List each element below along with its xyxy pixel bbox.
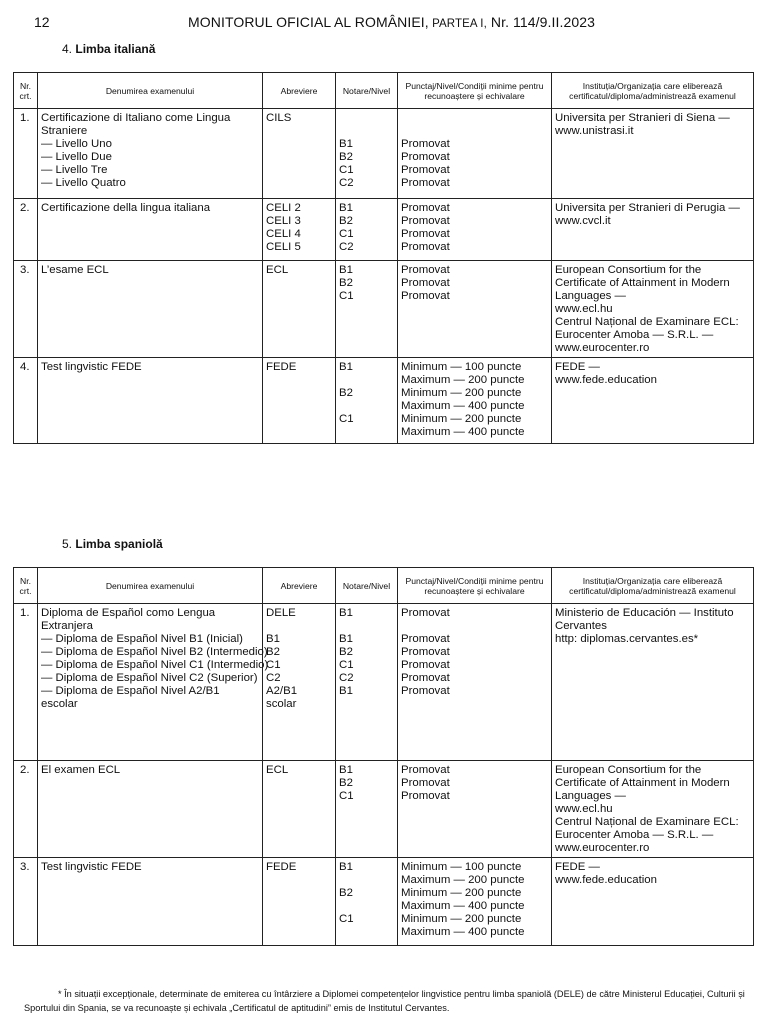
cell-line: escolar [41,698,78,710]
cell-line: C1 [339,913,354,925]
cell-issuer [552,109,754,199]
cell-line [401,620,548,633]
cell-abbr [263,858,336,946]
cell-line: ECL [266,764,289,776]
cell-line: Universita per Stranieri di Perugia — [555,202,740,214]
cell-line [339,620,394,633]
column-header-issuer: Instituția/Organizația care eliberează certificatul/diploma/administrează examenul [552,568,754,604]
cell-line: B1 [339,202,353,214]
cell-line: B1 [339,861,353,873]
exam-table-spanish [13,567,754,946]
cell-line: B1 [339,138,353,150]
cell-line: — Diploma de Español Nivel B2 (Intermedio) [41,646,268,658]
cell-line: B1 [266,633,280,645]
cell-level [336,761,398,858]
cell-line: C2 [266,672,281,684]
cell-line: C1 [339,164,354,176]
cell-line: Ministerio de Educación — Instituto [555,607,734,619]
page-number: 12 [34,14,50,30]
section-name: Limba italiană [75,42,156,56]
cell-level [336,604,398,761]
cell-issuer [552,199,754,261]
table-row [14,358,754,444]
cell-line: Promovat [401,215,450,227]
cell-line: — Diploma de Español Nivel B1 (Inicial) [41,633,243,645]
cell-abbr [263,761,336,858]
column-header-nr: Nr. crt. [14,568,38,604]
cell-line: FEDE — [555,361,600,373]
cell-line: www.unistrasi.it [555,125,634,137]
cell-line: C1 [339,790,354,802]
cell-score [398,109,552,199]
cell-line: scolar [266,698,297,710]
cell-line: — Livello Tre [41,164,108,176]
cell-line: C1 [339,228,354,240]
cell-name [38,199,263,261]
cell-line: B1 [339,633,353,645]
cell-line: Certificazione di Italiano come Lingua [41,112,231,124]
cell-line: B2 [339,646,353,658]
cell-line: Promovat [401,277,450,289]
cell-line: Promovat [401,790,450,802]
column-header-abbr: Abreviere [263,568,336,604]
cell-issuer [552,761,754,858]
cell-line: — Diploma de Español Nivel C1 (Intermedio) [41,659,269,671]
cell-line: CELI 2 [266,202,301,214]
cell-line: — Livello Due [41,151,112,163]
cell-line: Minimum — 100 puncte [401,861,522,873]
cell-abbr [263,604,336,761]
cell-line: Cervantes [555,620,607,632]
cell-line [339,112,394,125]
cell-line: B2 [339,777,353,789]
table-header-row [14,73,754,109]
cell-level [336,858,398,946]
cell-line: Languages — [555,290,626,302]
cell-name [38,109,263,199]
cell-line: www.eurocenter.ro [555,342,650,354]
cell-line: A2/B1 [266,685,298,697]
cell-line [339,374,394,387]
section-title-spanish [62,537,163,551]
page-header [0,12,766,32]
cell-line: Promovat [401,151,450,163]
cell-line: C1 [339,413,354,425]
table-header-row [14,568,754,604]
cell-line: B1 [339,607,353,619]
cell-name [38,761,263,858]
cell-line: www.eurocenter.ro [555,842,650,854]
cell-line [339,926,394,939]
cell-line: Certificate of Attainment in Modern [555,277,730,289]
cell-line: — Diploma de Español Nivel A2/B1 [41,685,220,697]
cell-nr: 1. [14,109,38,199]
cell-line: European Consortium for the [555,764,702,776]
cell-line: Minimum — 200 puncte [401,387,522,399]
cell-line: Promovat [401,777,450,789]
cell-issuer [552,261,754,358]
cell-line: FEDE [266,861,297,873]
cell-line [266,620,332,633]
cell-line: C1 [339,659,354,671]
table-row [14,261,754,358]
cell-line: DELE [266,607,296,619]
cell-line: El examen ECL [41,764,121,776]
cell-line: www.fede.education [555,874,657,886]
cell-line: Promovat [401,177,450,189]
cell-line: Promovat [401,264,450,276]
cell-line: B2 [339,387,353,399]
cell-issuer [552,604,754,761]
gazette-title [188,14,595,30]
cell-line: CILS [266,112,292,124]
cell-line: Promovat [401,164,450,176]
cell-line [339,125,394,138]
table-row [14,761,754,858]
cell-line: FEDE [266,361,297,373]
column-header-score: Punctaj/Nivel/Condiții minime pentru recunoaștere și echivalare [398,73,552,109]
footnote: * În situații excepționale, determinate de emiterea cu întârziere a Diplomei competențelor lingvistice pentru limba spaniolă (DELE) de către Ministerul Educației, Culturii și Sportului din Spania, se va recunoaște și echivala „Certificatul de aptitudini” emis de Institutul Cervantes. [24,989,745,1013]
cell-line: B2 [339,887,353,899]
cell-line: Promovat [401,633,450,645]
cell-line [401,112,548,125]
cell-level [336,358,398,444]
cell-line: http: diplomas.cervantes.es* [555,633,699,645]
cell-abbr [263,358,336,444]
cell-score [398,358,552,444]
column-header-nr: Nr. crt. [14,73,38,109]
cell-line: C2 [339,241,354,253]
cell-line: Promovat [401,646,450,658]
column-header-level: Notare/Nivel [336,73,398,109]
cell-nr: 4. [14,358,38,444]
cell-line: Promovat [401,659,450,671]
exam-table-italian [13,72,754,444]
table-row [14,199,754,261]
cell-line: L’esame ECL [41,264,109,276]
cell-line: B2 [339,151,353,163]
cell-line: Maximum — 400 puncte [401,426,525,438]
cell-line: Certificazione della lingua italiana [41,202,211,214]
cell-abbr [263,109,336,199]
cell-abbr [263,199,336,261]
cell-line: B1 [339,264,353,276]
cell-line [401,125,548,138]
cell-line: CELI 4 [266,228,301,240]
cell-line: Promovat [401,685,450,697]
cell-level [336,199,398,261]
cell-line: ECL [266,264,289,276]
cell-line: Test lingvistic FEDE [41,361,142,373]
cell-line: — Diploma de Español Nivel C2 (Superior) [41,672,258,684]
cell-line: Straniere [41,125,88,137]
cell-score [398,261,552,358]
cell-line: Maximum — 400 puncte [401,926,525,938]
gazette-title-main: MONITORUL OFICIAL AL ROMÂNIEI, [188,14,429,30]
cell-line: Minimum — 200 puncte [401,887,522,899]
cell-line: Maximum — 400 puncte [401,400,525,412]
column-header-score: Punctaj/Nivel/Condiții minime pentru recunoaștere și echivalare [398,568,552,604]
cell-line: B2 [339,277,353,289]
cell-line: Minimum — 100 puncte [401,361,522,373]
cell-issuer [552,358,754,444]
cell-line: Certificate of Attainment in Modern [555,777,730,789]
cell-name [38,261,263,358]
cell-line: Promovat [401,764,450,776]
section-title-italian [62,42,155,56]
table-row [14,858,754,946]
cell-nr: 2. [14,199,38,261]
cell-name [38,358,263,444]
cell-score [398,858,552,946]
cell-line [339,900,394,913]
cell-score [398,761,552,858]
cell-line: Promovat [401,290,450,302]
cell-level [336,261,398,358]
section-number: 4. [62,42,73,56]
cell-nr: 3. [14,261,38,358]
cell-line: — Livello Uno [41,138,112,150]
cell-line: Promovat [401,607,450,619]
cell-nr: 2. [14,761,38,858]
column-header-name: Denumirea examenului [38,568,263,604]
cell-line: FEDE — [555,861,600,873]
cell-line: Maximum — 200 puncte [401,374,525,386]
cell-line: CELI 5 [266,241,301,253]
cell-nr: 3. [14,858,38,946]
cell-line: www.cvcl.it [555,215,611,227]
cell-line: B1 [339,361,353,373]
cell-line: Minimum — 200 puncte [401,913,522,925]
section-name: Limba spaniolă [75,537,163,551]
cell-line: Minimum — 200 puncte [401,413,522,425]
cell-line: Eurocenter Amoba — S.R.L. — [555,829,714,841]
cell-line: Diploma de Español como Lengua [41,607,216,619]
cell-line: Promovat [401,202,450,214]
cell-line: European Consortium for the [555,264,702,276]
cell-score [398,199,552,261]
cell-line: Promovat [401,241,450,253]
cell-line: C2 [339,672,354,684]
cell-line: C2 [339,177,354,189]
cell-name [38,604,269,761]
cell-line: Maximum — 400 puncte [401,900,525,912]
cell-line: Promovat [401,228,450,240]
cell-line: www.ecl.hu [555,303,613,315]
cell-line: Centrul Național de Examinare ECL: [555,316,739,328]
cell-abbr [263,261,336,358]
cell-line: Centrul Național de Examinare ECL: [555,816,739,828]
column-header-level: Notare/Nivel [336,568,398,604]
gazette-title-part: PARTEA I, [428,18,487,30]
cell-line: B2 [266,646,280,658]
cell-line: Test lingvistic FEDE [41,861,142,873]
cell-score [398,604,552,761]
cell-line: Promovat [401,672,450,684]
cell-line: Extranjera [41,620,93,632]
cell-line: Eurocenter Amoba — S.R.L. — [555,329,714,341]
cell-line: B2 [339,215,353,227]
cell-level [336,109,398,199]
cell-line: — Livello Quatro [41,177,126,189]
cell-line: B1 [339,764,353,776]
cell-line: Languages — [555,790,626,802]
cell-line [339,874,394,887]
cell-line [339,426,394,439]
cell-nr: 1. [14,604,38,761]
cell-line: Universita per Stranieri di Siena — [555,112,730,124]
cell-line: CELI 3 [266,215,301,227]
cell-line: Maximum — 200 puncte [401,874,525,886]
column-header-abbr: Abreviere [263,73,336,109]
column-header-issuer: Instituția/Organizația care eliberează certificatul/diploma/administrează examenul [552,73,754,109]
table-row [14,604,754,761]
cell-line: C1 [339,290,354,302]
table-row [14,109,754,199]
column-header-name: Denumirea examenului [38,73,263,109]
cell-line [339,400,394,413]
cell-name [38,858,263,946]
cell-issuer [552,858,754,946]
cell-line: B1 [339,685,353,697]
cell-line: C1 [266,659,281,671]
cell-line: Promovat [401,138,450,150]
section-number: 5. [62,537,73,551]
cell-line: www.ecl.hu [555,803,613,815]
cell-line: www.fede.education [555,374,657,386]
gazette-title-issue: Nr. 114/9.II.2023 [486,14,596,30]
